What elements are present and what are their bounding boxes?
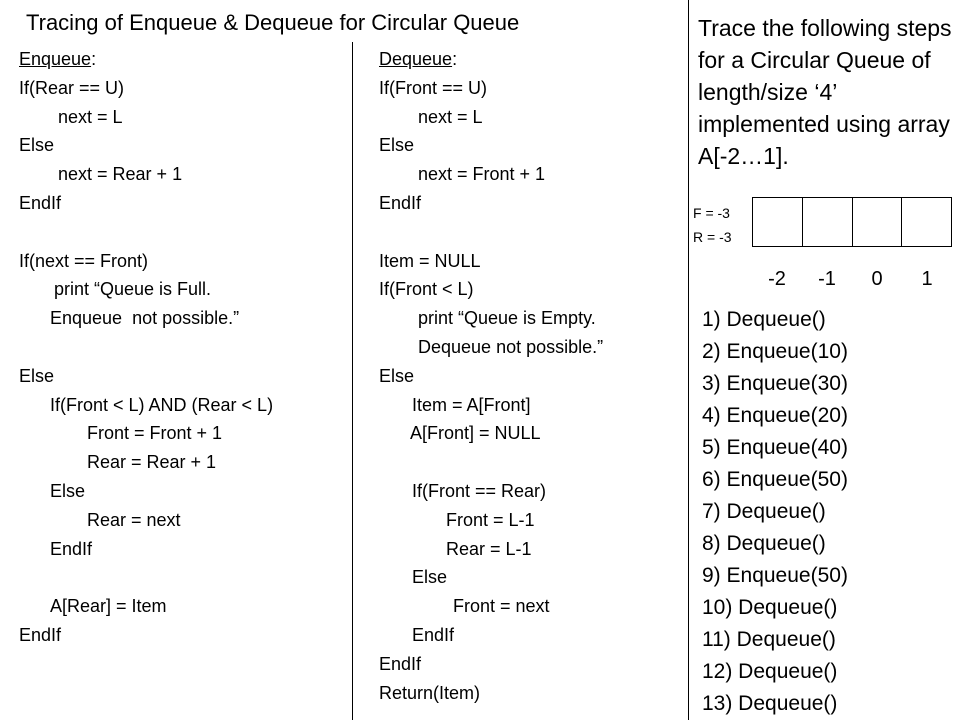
code-line: Front = L-1 xyxy=(446,509,535,530)
code-line: Rear = Rear + 1 xyxy=(87,452,217,473)
array-index: -1 xyxy=(818,268,836,290)
code-line: Rear = next xyxy=(87,509,181,530)
divider-middle xyxy=(352,42,353,720)
code-line: Else xyxy=(379,135,415,156)
code-line: Rear = L-1 xyxy=(446,538,532,559)
dequeue-algorithm xyxy=(379,45,603,707)
code-line: Return(Item) xyxy=(379,682,481,703)
code-line: If(Front == U) xyxy=(379,77,488,98)
code-line: EndIf xyxy=(19,192,62,213)
code-line: Else xyxy=(19,365,55,386)
dequeue-heading: Dequeue: xyxy=(379,49,458,69)
trace-step: 6) Enqueue(50) xyxy=(702,468,848,491)
array-cell xyxy=(902,198,951,246)
code-line xyxy=(19,333,273,362)
code-line: EndIf xyxy=(412,624,455,645)
array-index: -2 xyxy=(768,268,786,290)
trace-step: 8) Dequeue() xyxy=(702,532,826,555)
trace-instructions: Trace the following steps for a Circular Queue of length/size ‘4’ implemented using array A[-2…1]. xyxy=(698,15,952,169)
code-line: next = L xyxy=(418,106,483,127)
code-line: If(next == Front) xyxy=(19,250,149,271)
code-line: Dequeue not possible.” xyxy=(418,336,604,357)
trace-steps-list xyxy=(702,304,848,720)
trace-step: 11) Dequeue() xyxy=(702,628,836,651)
trace-step: 12) Dequeue() xyxy=(702,660,838,683)
enqueue-heading: Enqueue: xyxy=(19,49,97,69)
array-index: 1 xyxy=(921,268,933,290)
code-line: A[Front] = NULL xyxy=(410,423,541,444)
trace-step: 3) Enqueue(30) xyxy=(702,372,848,395)
code-line: Item = A[Front] xyxy=(412,394,531,415)
code-line: Front = next xyxy=(453,596,550,617)
code-line: If(Front < L) AND (Rear < L) xyxy=(50,394,274,415)
code-line xyxy=(379,218,603,247)
code-line: EndIf xyxy=(19,624,62,645)
code-line xyxy=(19,563,273,592)
trace-step: 13) Dequeue() xyxy=(702,692,838,715)
trace-step: 2) Enqueue(10) xyxy=(702,340,848,363)
code-line: Enqueue not possible.” xyxy=(50,308,240,329)
code-line: next = Rear + 1 xyxy=(58,164,183,185)
array-cell xyxy=(803,198,853,246)
trace-step: 10) Dequeue() xyxy=(702,596,838,619)
code-line: Item = NULL xyxy=(379,250,481,271)
code-line: next = Front + 1 xyxy=(418,164,546,185)
trace-step: 9) Enqueue(50) xyxy=(702,564,848,587)
front-pointer-label: F = -3 xyxy=(693,205,730,221)
array-cell xyxy=(853,198,903,246)
code-line: A[Rear] = Item xyxy=(50,596,167,617)
code-line: If(Front < L) xyxy=(379,279,474,300)
slide-title: Tracing of Enqueue & Dequeue for Circular Queue xyxy=(26,10,520,35)
code-line: next = L xyxy=(58,106,123,127)
code-line: Else xyxy=(19,135,55,156)
code-line: EndIf xyxy=(379,653,422,674)
code-line xyxy=(19,218,273,247)
trace-step: 7) Dequeue() xyxy=(702,500,826,523)
code-line: If(Rear == U) xyxy=(19,77,125,98)
enqueue-algorithm xyxy=(19,45,273,650)
code-line xyxy=(379,448,603,477)
code-line: print “Queue is Empty. xyxy=(418,308,596,329)
code-line: EndIf xyxy=(50,538,93,559)
code-line: Else xyxy=(379,365,415,386)
rear-pointer-label: R = -3 xyxy=(693,229,732,245)
code-line: EndIf xyxy=(379,192,422,213)
trace-step: 1) Dequeue() xyxy=(702,308,826,331)
code-line: If(Front == Rear) xyxy=(412,480,547,501)
array-cell xyxy=(753,198,803,246)
code-line: Else xyxy=(412,567,448,588)
code-line: Front = Front + 1 xyxy=(87,423,223,444)
queue-array xyxy=(752,197,952,247)
code-line: Else xyxy=(50,480,86,501)
trace-step: 5) Enqueue(40) xyxy=(702,436,848,459)
divider-right xyxy=(688,0,689,720)
trace-step: 4) Enqueue(20) xyxy=(702,404,848,427)
array-index: 0 xyxy=(871,268,883,290)
code-line: print “Queue is Full. xyxy=(54,279,212,300)
